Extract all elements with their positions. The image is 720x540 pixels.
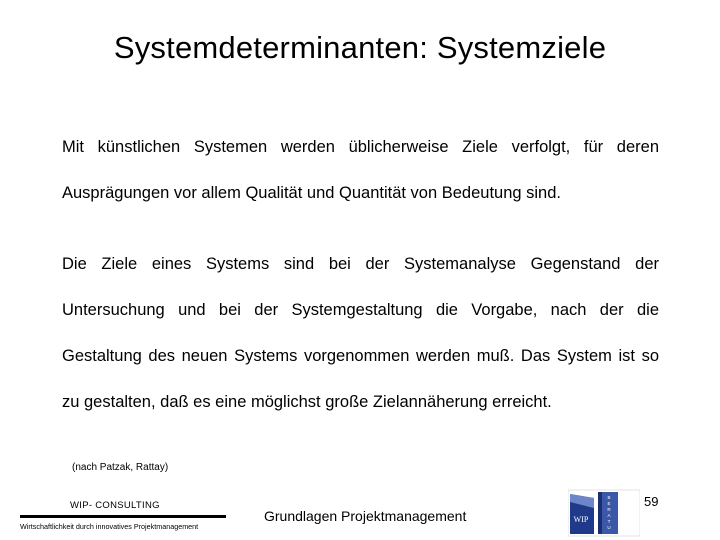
logo-letter: E xyxy=(607,501,611,506)
paragraph-quality-quantity: Mit künstlichen Systemen werden üblicherweise Ziele verfolgt, für deren Ausprägungen vor allem Qualität und Quantität von Bedeutung sind. xyxy=(62,138,659,202)
company-tagline: Wirtschaftlichkeit durch innovatives Projektmanagement xyxy=(20,522,199,531)
logo-wordmark: WIP xyxy=(573,515,589,524)
company-name: WIP- CONSULTING xyxy=(70,500,160,511)
logo-letter: T xyxy=(607,519,611,524)
logo-letter: R xyxy=(607,507,611,512)
slide-title: Systemdeterminanten: Systemziele xyxy=(113,30,607,65)
logo-letter: B xyxy=(607,495,611,500)
course-title: Grundlagen Projektmanagement xyxy=(264,508,467,524)
logo-letter: U xyxy=(607,525,611,530)
paragraph-system-goals: Die Ziele eines Systems sind bei der Systemanalyse Gegenstand der Untersuchung und bei der Systemgestaltung die Vorgabe, nach der die Gestaltung des neuen Systems vorgenommen werden muß. Das System ist so zu gestalten, daß es eine möglichst große Zielannäherung erreicht. xyxy=(62,255,659,411)
logo-letter: A xyxy=(607,513,611,518)
footer-divider xyxy=(20,515,226,518)
page-number: 59 xyxy=(644,494,659,509)
source-citation: (nach Patzak, Rattay) xyxy=(72,462,169,473)
wip-logo-icon xyxy=(568,488,640,538)
